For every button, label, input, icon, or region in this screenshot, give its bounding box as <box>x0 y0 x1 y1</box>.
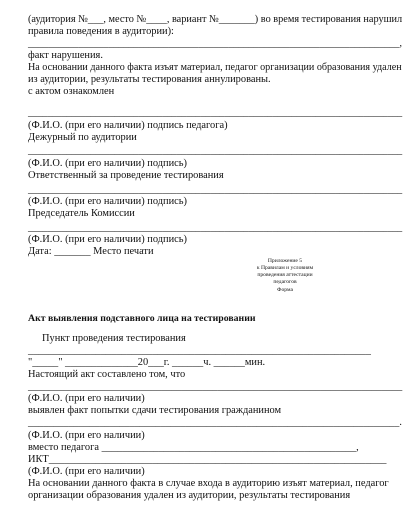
signature-line: ______________________________________________________________________________ <box>28 107 403 118</box>
text-line: с актом ознакомлен <box>28 86 115 97</box>
text-line: из аудитории, результаты тестирования аннулированы. <box>28 74 271 85</box>
text-line: На основании данного факта в случае входа в аудиторию изъят материал, педагог <box>28 478 389 489</box>
signature-line: ______________________________________________________________________________ <box>28 184 403 195</box>
annex-line: проведения аттестации <box>257 272 313 278</box>
text-line: Председатель Комиссии <box>28 208 135 219</box>
text-line: Пункт проведения тестирования <box>42 333 186 344</box>
signature-caption: (Ф.И.О. (при его наличии) подпись) <box>28 196 187 207</box>
annex-line: к Правилам и условиям <box>256 265 314 271</box>
blank-line: _________________________________________________________________________ <box>28 381 403 392</box>
blank-line: __________________________________________________________________________, <box>28 38 403 49</box>
signature-line: ______________________________________________________________________________ <box>28 222 403 233</box>
annex-line: Приложение 5 <box>267 258 303 264</box>
signature-caption: (Ф.И.О. (при его наличии) подпись) <box>28 158 187 169</box>
signature-caption: (Ф.И.О. (при его наличии) подпись) <box>28 234 187 245</box>
text-line: факт нарушения. <box>28 50 103 61</box>
text-line: (аудитория №___, место №____, вариант №_______) во время тестирования нарушил <box>28 14 403 25</box>
act-title: Акт выявления подставного лица на тестировании <box>28 313 256 324</box>
text-line: Настоящий акт составлено том, что <box>28 369 186 380</box>
text-line: Ответственный за проведение тестирования <box>28 170 224 181</box>
signature-line: ______________________________________________________________________________ <box>28 145 403 156</box>
signature-caption: (Ф.И.О. (при его наличии) <box>28 430 145 441</box>
blank-line: __________________________________________________________________ <box>28 345 371 356</box>
signature-caption: (Ф.И.О. (при его наличии) <box>28 393 145 404</box>
text-line: ИКТ_________________________________________________________________ <box>28 454 387 465</box>
text-line: выявлен факт попытки сдачи тестирования гражданином <box>28 405 282 416</box>
text-line: организации образования удален из аудитории, результаты тестирования <box>28 490 351 501</box>
date-time-line: "_____" ______________20___г. ______ч. ______мин. <box>28 357 266 368</box>
text-line: правила поведения в аудитории): <box>28 26 174 37</box>
annex-form-label: Форма <box>277 287 293 293</box>
text-line: вместо педагога _________________________________________________, <box>28 442 359 453</box>
signature-caption: (Ф.И.О. (при его наличии) <box>28 466 145 477</box>
date-stamp-line: Дата: _______ Место печати <box>28 246 154 257</box>
text-line: На основании данного факта изъят материал, педагог организации образования удален <box>28 62 402 73</box>
text-line: Дежурный по аудитории <box>28 132 137 143</box>
signature-caption: (Ф.И.О. (при его наличии) подпись педагога) <box>28 120 228 131</box>
blank-line: _________________________________________________________________________. <box>28 417 402 428</box>
annex-block <box>230 258 340 294</box>
annex-line: педагогов <box>273 279 297 285</box>
